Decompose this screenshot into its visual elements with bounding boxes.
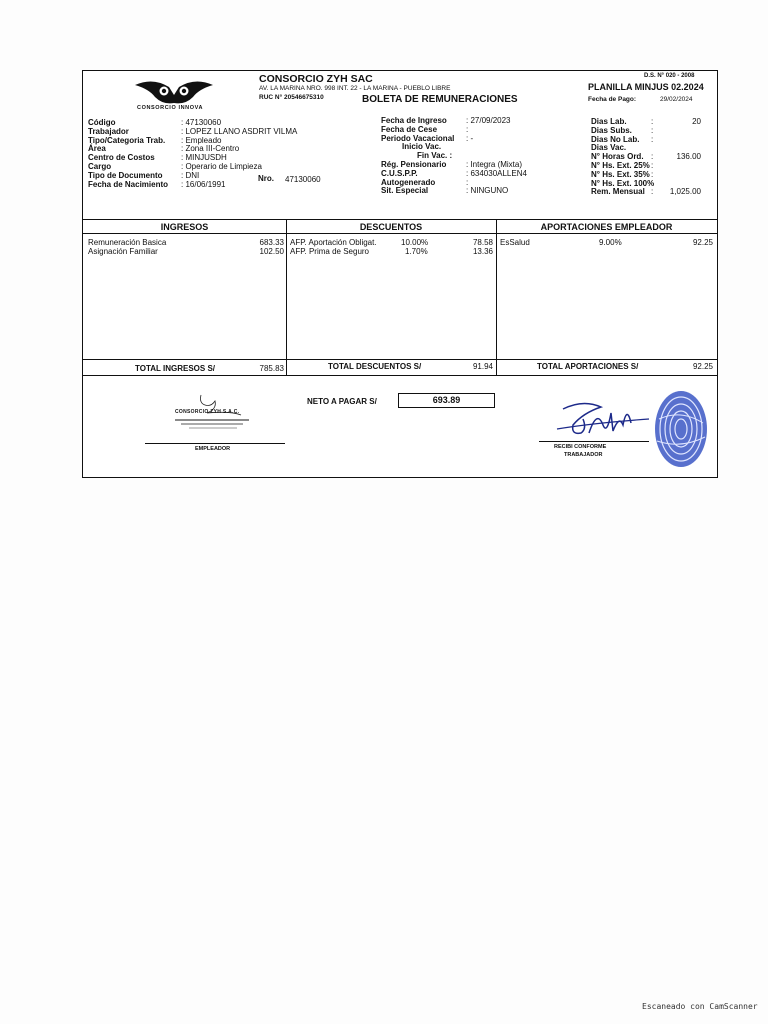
stamp-company: CONSORCIO ZYH S.A.C. bbox=[175, 409, 240, 415]
label-fin-vac: Fin Vac. : bbox=[417, 151, 453, 161]
value-dias-no-lab bbox=[659, 136, 701, 145]
logo-text: CONSORCIO INNOVA bbox=[137, 105, 204, 111]
label-dias-lab: Dias Lab. bbox=[591, 117, 627, 126]
label-hs-ext-100: N° Hs. Ext. 100% bbox=[591, 178, 655, 188]
neto-value: 693.89 bbox=[432, 395, 461, 405]
label-area: Área bbox=[88, 144, 106, 154]
planilla-label: PLANILLA MINJUS 02.2024 bbox=[588, 82, 704, 92]
value-periodo-vacacional: : - bbox=[466, 133, 474, 143]
company-ruc: RUC N° 20546675310 bbox=[259, 94, 324, 101]
label-tipo-documento: Tipo de Documento bbox=[88, 170, 163, 180]
value-centro-costos: : MINJUSDH bbox=[181, 153, 227, 163]
aportacion-concepto: EsSalud bbox=[500, 238, 530, 247]
header-descuentos: DESCUENTOS bbox=[359, 222, 423, 232]
value-fecha-ingreso: : 27/09/2023 bbox=[466, 116, 511, 125]
label-autogenerado: Autogenerado bbox=[381, 177, 436, 187]
label-trabajador: Trabajador bbox=[88, 126, 129, 136]
owl-logo-icon bbox=[133, 77, 215, 107]
worker-labels bbox=[88, 119, 168, 189]
ingreso-concepto: Remuneración Basica bbox=[88, 238, 167, 247]
label-centro-costos: Centro de Costos bbox=[88, 153, 155, 163]
column-divider-1 bbox=[286, 219, 287, 375]
total-ingresos-value: 785.83 bbox=[259, 364, 284, 373]
descuento-concepto: AFP. Aportación Obligat. bbox=[290, 238, 377, 247]
label-hs-ext-35: N° Hs. Ext. 35% bbox=[591, 169, 650, 179]
aportacion-pct: 9.00% bbox=[599, 238, 622, 247]
value-horas-ord: 136.00 bbox=[676, 152, 701, 162]
descuento-concepto: AFP. Prima de Seguro bbox=[290, 247, 370, 256]
label-dias-subs: Dias Subs. bbox=[591, 125, 632, 135]
label-periodo-vacacional: Periodo Vacacional bbox=[381, 133, 455, 143]
label-inicio-vac: Inicio Vac. bbox=[402, 142, 442, 152]
company-address: AV. LA MARINA NRO. 998 INT. 22 - LA MARINA - PUEBLO LIBRE bbox=[259, 85, 451, 92]
value-tipo-documento: : DNI bbox=[181, 170, 200, 180]
colon: : bbox=[651, 117, 654, 126]
label-doc-nro: Nro. bbox=[258, 174, 274, 183]
value-hs-ext-25 bbox=[659, 162, 701, 171]
value-fecha-cese: : bbox=[466, 124, 469, 134]
label-reg-pensionario: Rég. Pensionario bbox=[381, 159, 447, 169]
label-cuspp: C.U.S.P.P. bbox=[381, 168, 418, 178]
trabajador-label: TRABAJADOR bbox=[564, 452, 603, 458]
mid-labels bbox=[381, 117, 454, 196]
value-rem-mensual: 1,025.00 bbox=[669, 187, 701, 197]
header-aportaciones: APORTACIONES EMPLEADOR bbox=[540, 222, 673, 232]
right-colons bbox=[651, 118, 653, 197]
value-fecha-nacimiento: : 16/06/1991 bbox=[181, 179, 226, 189]
payslip-document bbox=[82, 70, 718, 478]
scanner-watermark: Escaneado con CamScanner bbox=[642, 1002, 758, 1011]
table-header-line bbox=[83, 233, 717, 234]
label-codigo: Código bbox=[88, 118, 116, 127]
recibi-label: RECIBI CONFORME bbox=[554, 444, 607, 450]
label-fecha-cese: Fecha de Cese bbox=[381, 124, 438, 134]
right-values bbox=[659, 118, 701, 197]
column-divider-2 bbox=[496, 219, 497, 375]
mid-values bbox=[466, 117, 527, 196]
employer-label: EMPLEADOR bbox=[195, 446, 231, 452]
label-hs-ext-25: N° Hs. Ext. 25% bbox=[591, 160, 650, 170]
fecha-pago-label: Fecha de Pago: bbox=[588, 96, 637, 103]
descuento-pct: 10.00% bbox=[401, 238, 429, 247]
colon: : bbox=[651, 160, 654, 170]
label-fecha-ingreso: Fecha de Ingreso bbox=[381, 116, 447, 125]
aportacion-monto: 92.25 bbox=[692, 238, 713, 247]
document-title: BOLETA DE REMUNERACIONES bbox=[362, 94, 518, 105]
descuento-monto: 78.58 bbox=[472, 238, 493, 247]
ingreso-monto: 683.33 bbox=[259, 238, 284, 247]
value-tipo-categoria: : Empleado bbox=[181, 135, 222, 145]
worker-signature-line bbox=[539, 441, 649, 442]
value-reg-pensionario: : Integra (Mixta) bbox=[466, 159, 523, 169]
total-aportaciones-label: TOTAL APORTACIONES S/ bbox=[537, 362, 639, 371]
label-dias-no-lab: Dias No Lab. bbox=[591, 134, 640, 144]
ingreso-concepto: Asignación Familiar bbox=[88, 247, 158, 256]
value-inicio-vac bbox=[466, 143, 527, 152]
colon: : bbox=[651, 169, 654, 179]
total-ingresos-label: TOTAL INGRESOS S/ bbox=[135, 364, 216, 373]
colon: : bbox=[651, 187, 654, 197]
neto-label: NETO A PAGAR S/ bbox=[307, 397, 377, 406]
value-doc-nro: 47130060 bbox=[285, 175, 321, 184]
colon: : bbox=[651, 134, 654, 144]
value-area: : Zona III-Centro bbox=[181, 144, 240, 154]
value-sit-especial: : NINGUNO bbox=[466, 186, 509, 196]
table-bottom-line bbox=[83, 359, 717, 360]
value-codigo: : 47130060 bbox=[181, 118, 222, 127]
label-fecha-nacimiento: Fecha de Nacimiento bbox=[88, 179, 169, 189]
label-sit-especial: Sit. Especial bbox=[381, 186, 429, 196]
label-dias-vac: Dias Vac. bbox=[591, 143, 627, 153]
ds-number: D.S. N° 020 - 2008 bbox=[644, 73, 695, 79]
worker-signature bbox=[553, 395, 653, 447]
worker-values bbox=[181, 119, 297, 189]
table-top-line bbox=[83, 219, 717, 220]
value-dias-lab: 20 bbox=[692, 117, 701, 126]
header-ingresos: INGRESOS bbox=[160, 222, 209, 232]
value-hs-ext-35 bbox=[659, 171, 701, 180]
descuento-monto: 13.36 bbox=[472, 247, 493, 256]
neto-box bbox=[398, 393, 495, 408]
value-trabajador: : LOPEZ LLANO ASDRIT VILMA bbox=[181, 126, 298, 136]
employer-stamp bbox=[171, 393, 253, 437]
label-tipo-categoria: Tipo/Categoria Trab. bbox=[88, 135, 166, 145]
total-descuentos-value: 91.94 bbox=[472, 362, 493, 371]
employer-signature-line bbox=[145, 443, 285, 444]
label-rem-mensual: Rem. Mensual bbox=[591, 187, 645, 197]
colon: : bbox=[651, 152, 654, 162]
value-cuspp: : 634030ALLEN4 bbox=[466, 168, 527, 178]
value-autogenerado: : bbox=[466, 177, 469, 187]
ingreso-monto: 102.50 bbox=[259, 247, 284, 256]
right-labels bbox=[591, 118, 654, 197]
label-cargo: Cargo bbox=[88, 161, 112, 171]
totals-bottom-line bbox=[83, 375, 717, 376]
total-descuentos-label: TOTAL DESCUENTOS S/ bbox=[328, 362, 422, 371]
company-name: CONSORCIO ZYH SAC bbox=[259, 73, 373, 85]
value-dias-subs bbox=[659, 127, 701, 136]
descuento-pct: 1.70% bbox=[405, 247, 428, 256]
fecha-pago-value: 29/02/2024 bbox=[660, 96, 693, 103]
colon: : bbox=[651, 125, 654, 135]
total-aportaciones-value: 92.25 bbox=[692, 362, 713, 371]
label-horas-ord: N° Horas Ord. bbox=[591, 152, 644, 162]
value-cargo: : Operario de Limpieza bbox=[181, 161, 262, 171]
fingerprint-icon bbox=[653, 389, 709, 471]
